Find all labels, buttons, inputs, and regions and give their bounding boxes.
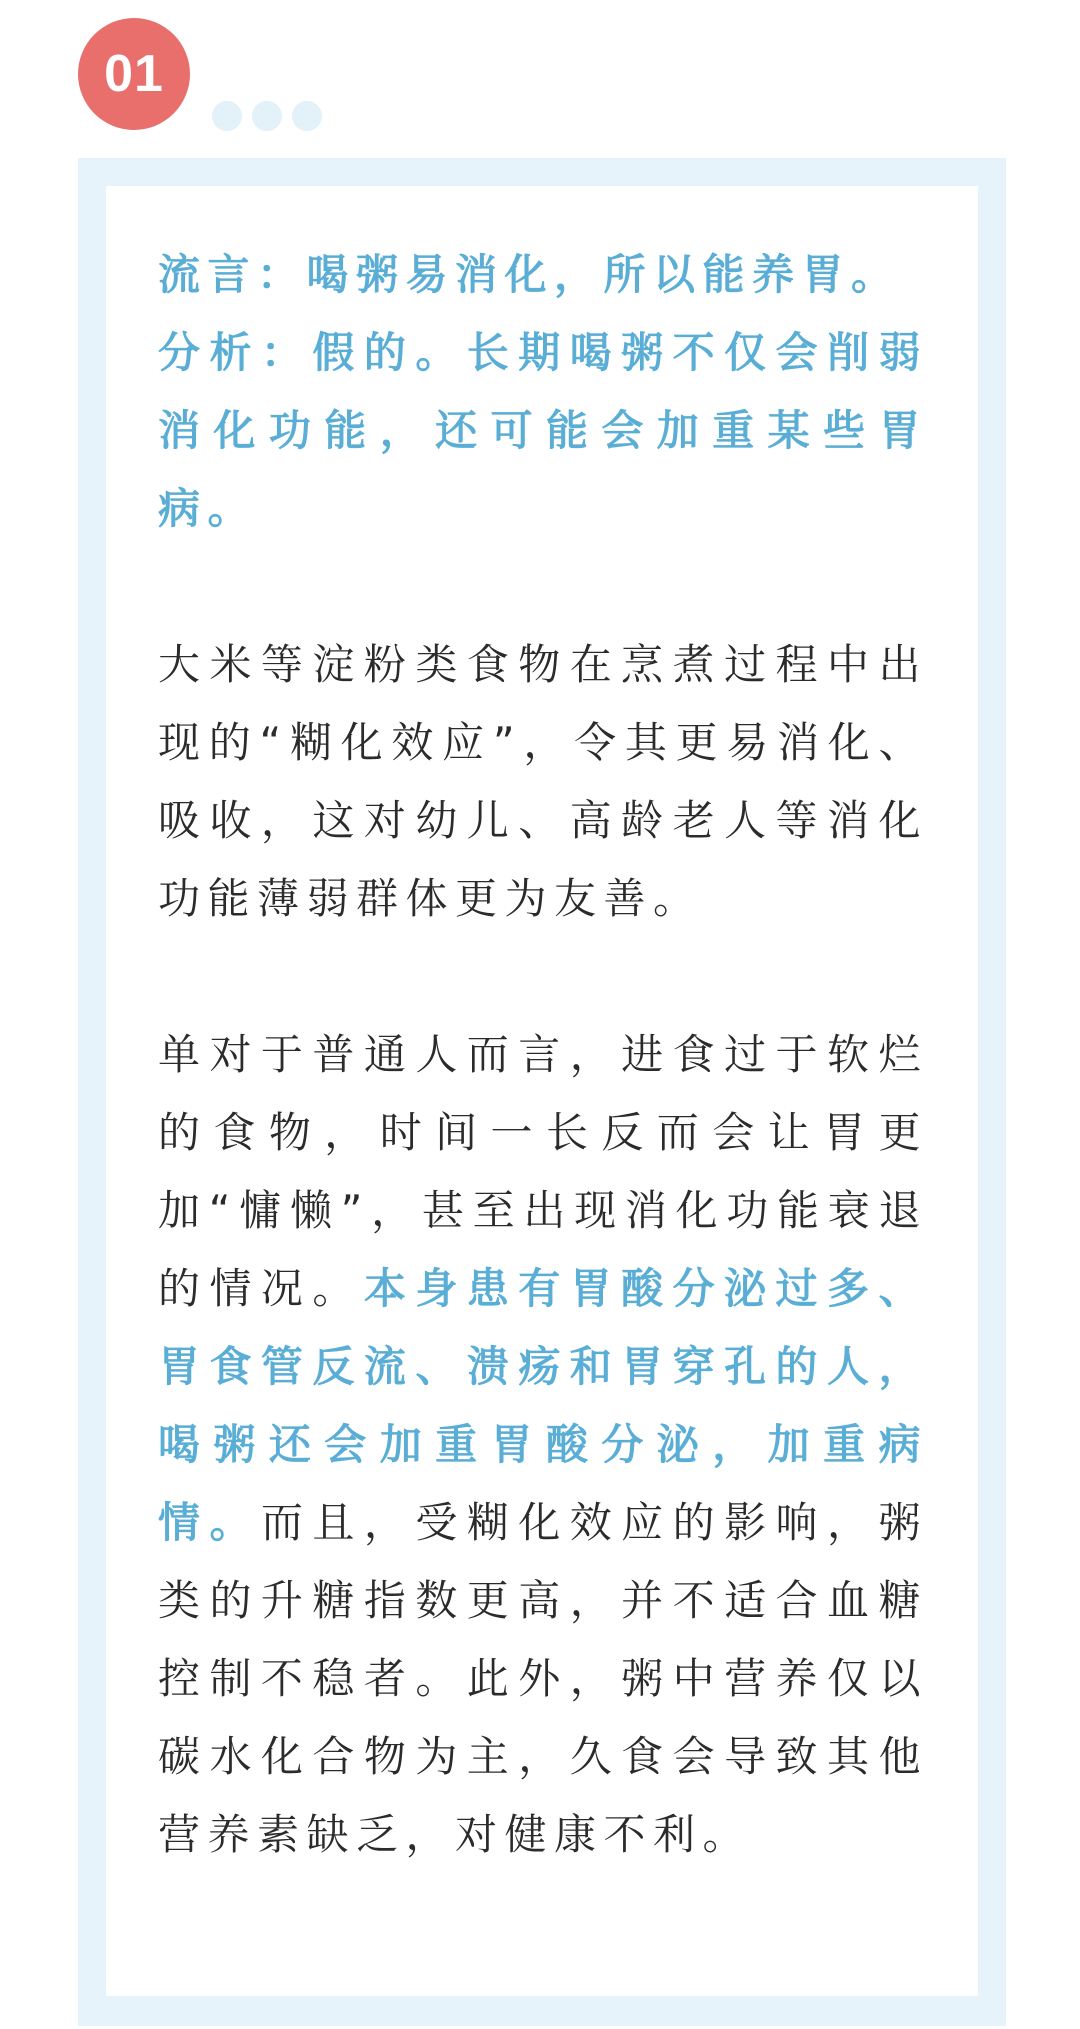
section-number-badge <box>78 18 190 130</box>
paragraph-rest: 而且，受糊化效应的影响，粥类的升糖指数更高，并不适合血糖控制不稳者。此外，粥中营养仅以碳水化合物为主，久食会导致其他营养素缺乏，对健康不利。 <box>158 1498 928 1859</box>
dot-icon <box>212 101 242 131</box>
analysis-statement: 分析：假的。长期喝粥不仅会削弱消化功能，还可能会加重某些胃病。 <box>158 328 928 533</box>
paragraph-text: 大米等淀粉类食物在烹煮过程中出现的“糊化效应”，令其更易消化、吸收，这对幼儿、高龄老人等消化功能薄弱群体更为友善。 <box>158 640 928 923</box>
dot-icon <box>292 101 322 131</box>
paragraph-digestion-risk <box>158 1016 928 1874</box>
dot-icon <box>252 101 282 131</box>
claim-block <box>158 236 928 548</box>
highlighted-warning: 本身患有胃酸分泌过多、胃食管反流、溃疡和胃穿孔的人，喝粥还会加重胃酸分泌，加重病情。 <box>158 1264 928 1547</box>
section-number: 01 <box>104 45 164 103</box>
article-content <box>158 236 928 1874</box>
paragraph-intro: 单对于普通人而言，进食过于软烂的食物，时间一长反而会让胃更加“慵懒”，甚至出现消化功能衰退的情况。 <box>158 1030 928 1313</box>
rumor-statement: 流言：喝粥易消化，所以能养胃。 <box>158 250 901 299</box>
paragraph-gelatinization <box>158 626 928 938</box>
decorative-dots <box>212 101 322 131</box>
